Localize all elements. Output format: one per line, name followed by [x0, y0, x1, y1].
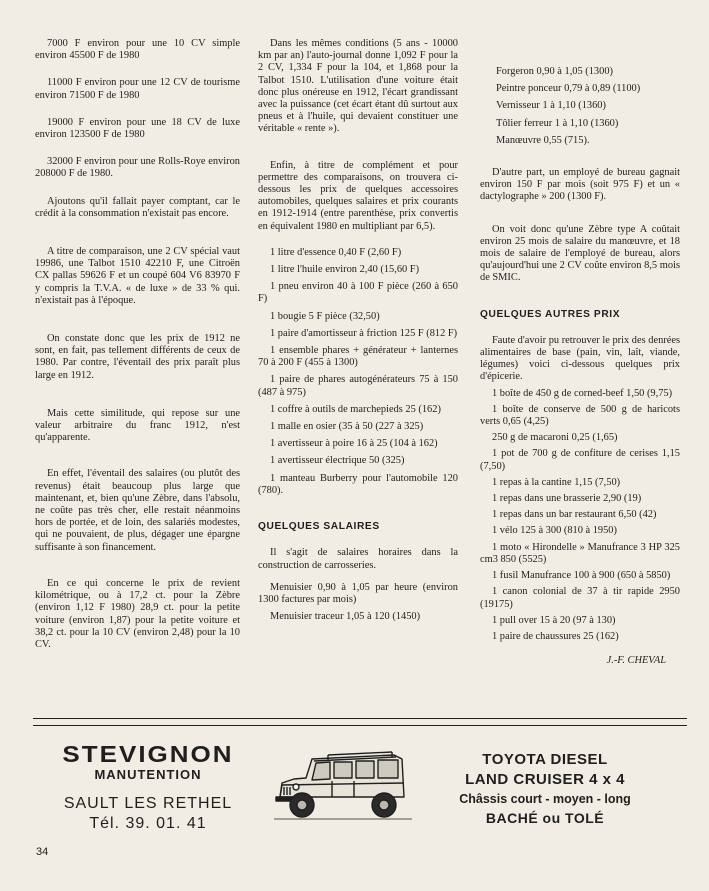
list-item: 1 fusil Manufrance 100 à 900 (650 à 5850): [492, 570, 671, 582]
list-item: 1 pot de 700 g de confiture de cerises 1,15 (7,50): [480, 448, 680, 472]
list-item: 1 canon colonial de 37 à tir rapide 2950 (19175): [480, 586, 680, 610]
advertisement-toyota: [425, 750, 665, 828]
article-column-3: [480, 66, 680, 667]
list-item: 250 g de macaroni 0,25 (1,65): [492, 432, 618, 444]
land-cruiser-illustration-icon: [272, 745, 414, 827]
list-item: 1 paire de phares autogénérateurs 75 à 150 (487 à 975): [258, 374, 458, 398]
list-item: Forgeron 0,90 à 1,05 (1300): [496, 66, 613, 77]
list-item: 1 repas dans un bar restaurant 6,50 (42): [492, 509, 657, 521]
section-heading-salaires: QUELQUES SALAIRES: [258, 521, 380, 533]
list-item: 1 paire d'amortisseur à friction 125 F (812 F): [270, 327, 458, 339]
list-item: 1 manteau Burberry pour l'automobile 120 (780).: [258, 472, 458, 496]
ad-line-model: TOYOTA DIESEL: [482, 751, 608, 768]
list-item: 1 litre d'essence 0,40 F (2,60 F): [270, 246, 402, 258]
list-item: Menuisier 0,90 à 1,05 par heure (environ 1300 factures par mois): [258, 581, 458, 605]
paragraph: D'autre part, un employé de bureau gagnait environ 150 F par mois (soit 975 F) et un « dactylographe » 200 (1300 F).: [480, 167, 680, 203]
list-item: 1 vélo 125 à 300 (810 à 1950): [492, 525, 617, 537]
divider-line: [33, 718, 687, 719]
paragraph: Mais cette similitude, qui repose sur une valeur arbitraire du franc 1912, n'est qu'apparente.: [35, 407, 240, 444]
list-item: 1 avertisseur électrique 50 (325): [270, 455, 405, 467]
list-item: 1 moto « Hirondelle » Manufrance 3 HP 325 cm3 850 (5525): [480, 541, 680, 565]
list-item: 1 pull over 15 à 20 (97 à 130): [492, 614, 616, 626]
ad-line-chassis: Châssis court - moyen - long: [459, 792, 631, 806]
paragraph: On constate donc que les prix de 1912 ne sont, en fait, pas tellement différents de ceux de 1980. Par contre, l'éventail des prix paraît plus large en 1912.: [35, 333, 240, 381]
ad-city: SAULT LES RETHEL: [63, 795, 233, 812]
paragraph: Enfin, à titre de complément et pour permettre des comparaisons, on trouvera ci-dessous les prix de quelques accessoires automobiles, quelques salaires et prix courants en 1912-1914 (entre parenthèse, prix convertis en équivalent 1980 en multipliant par 6,5).: [258, 159, 458, 232]
list-item: Peintre ponceur 0,79 à 0,89 (1100): [496, 83, 641, 95]
advertisement-stevignon: [38, 740, 258, 832]
list-item: 1 litre l'huile environ 2,40 (15,60 F): [270, 264, 420, 276]
ad-telephone: Tél. 39. 01. 41: [89, 815, 207, 832]
paragraph: Ajoutons qu'il fallait payer comptant, car le crédit à la consommation n'existait pas encore.: [35, 195, 240, 219]
ad-line-name: LAND CRUISER 4 x 4: [465, 771, 625, 788]
article-column-2: [258, 38, 458, 623]
list-item: 1 boîte de conserve de 500 g de haricots verts 0,65 (4,25): [480, 403, 680, 428]
list-item: 1 ensemble phares + générateur + lanternes 70 à 200 F (455 à 1300): [258, 345, 458, 369]
list-item: 1 paire de chaussures 25 (162): [492, 630, 619, 642]
paragraph: 7000 F environ pour une 10 CV simple environ 45500 F de 1980: [35, 38, 240, 62]
list-item: Vernisseur 1 à 1,10 (1360): [496, 100, 606, 112]
list-item: Menuisier traceur 1,05 à 120 (1450): [270, 611, 421, 623]
paragraph: 19000 F environ pour une 18 CV de luxe environ 123500 F de 1980: [35, 116, 240, 141]
salary-list: [480, 66, 680, 147]
article-column-1: [35, 38, 240, 651]
accessory-price-list: [258, 247, 458, 497]
paragraph: A titre de comparaison, une 2 CV spécial vaut 19986, une Talbot 1510 42210 F, une Citroën CX pallas 59626 F et un coupé 604 V6 83970 F y compris la T.V.A. « de luxe » de 33 % qui. n'existait pas à l'époque.: [35, 246, 240, 306]
paragraph: Il s'agit de salaires horaires dans la construction de carrosseries.: [258, 547, 458, 571]
paragraph: En effet, l'éventail des salaires (ou plutôt des revenus) était beaucoup plus large que maintenant, et, bien qu'une Zèbre, dans l'absolu, ne coûte pas très cher, elle restait néanmoins hors de portée, et de loin, des salariés modestes, qui ne pouvaient, de plus, dégager une épargne suffisante à son financement.: [35, 468, 240, 553]
list-item: 1 boîte de 450 g de corned-beef 1,50 (9,75): [492, 387, 673, 399]
grocery-price-list: [480, 388, 680, 643]
list-item: 1 malle en osier (35 à 50 (227 à 325): [270, 421, 424, 433]
ad-line-body: BACHÉ ou TOLÉ: [485, 810, 605, 826]
divider-line: [33, 725, 687, 726]
list-item: 1 bougie 5 F pièce (32,50): [270, 310, 380, 322]
author-signature: J.-F. CHEVAL: [606, 655, 666, 667]
paragraph: 11000 F environ pour une 12 CV de tourisme environ 71500 F de 1980: [35, 77, 240, 101]
paragraph: Faute d'avoir pu retrouver le prix des denrées alimentaires de base (pain, vin, laît, viande, légumes) voici ci-dessous quelques prix d'épicerie.: [480, 334, 680, 383]
ad-brand-subtitle: MANUTENTION: [94, 767, 202, 782]
section-heading-autres-prix: QUELQUES AUTRES PRIX: [480, 308, 621, 320]
list-item: 1 pneu environ 40 à 100 F pièce (260 à 650 F): [258, 281, 458, 305]
paragraph: En ce qui concerne le prix de revient kilométrique, ou à 17,2 ct. pour la Zèbre (environ 1,12 F 1980) 28,9 ct. pour la petite voiture (environ 1,87) pour la petite voiture et 38,2 ct. pour la 10 CV (environ 2,48) pour la 10 CV.: [35, 577, 240, 650]
list-item: 1 avertisseur à poire 16 à 25 (104 à 162): [270, 438, 438, 450]
list-item: Tôlier ferreur 1 à 1,10 (1360): [496, 117, 619, 129]
list-item: 1 repas à la cantine 1,15 (7,50): [492, 476, 621, 488]
page-number: 34: [36, 846, 49, 858]
paragraph: 32000 F environ pour une Rolls-Roye environ 208000 F de 1980.: [35, 156, 240, 180]
list-item: Manœuvre 0,55 (715).: [496, 134, 590, 146]
paragraph: On voit donc qu'une Zèbre type A coûtait environ 25 mois de salaire du manœuvre, et 18 mois de salaire de l'employé de bureau, alors qu'aujourd'hui une 2 CV coûte environ 8,5 mois de SMIC.: [480, 223, 680, 284]
list-item: 1 repas dans une brasserie 2,90 (19): [492, 493, 642, 505]
ad-brand-name: STEVIGNON: [62, 740, 234, 768]
paragraph: Dans les mêmes conditions (5 ans - 10000 km par an) l'auto-journal donne 1,092 F pour la 2 CV, 1,334 F pour la 104, et 1,868 pour la Talbot 1510. L'utilisation d'une voiture était donc plus onéreuse en 1912, l'écart grandissant avec la puissance (cet écart étant dû surtout aux pneus et à l'huile, qui devaient constituer une véritable « rente »).: [258, 38, 458, 135]
list-item: 1 coffre à outils de marchepieds 25 (162): [270, 403, 441, 415]
